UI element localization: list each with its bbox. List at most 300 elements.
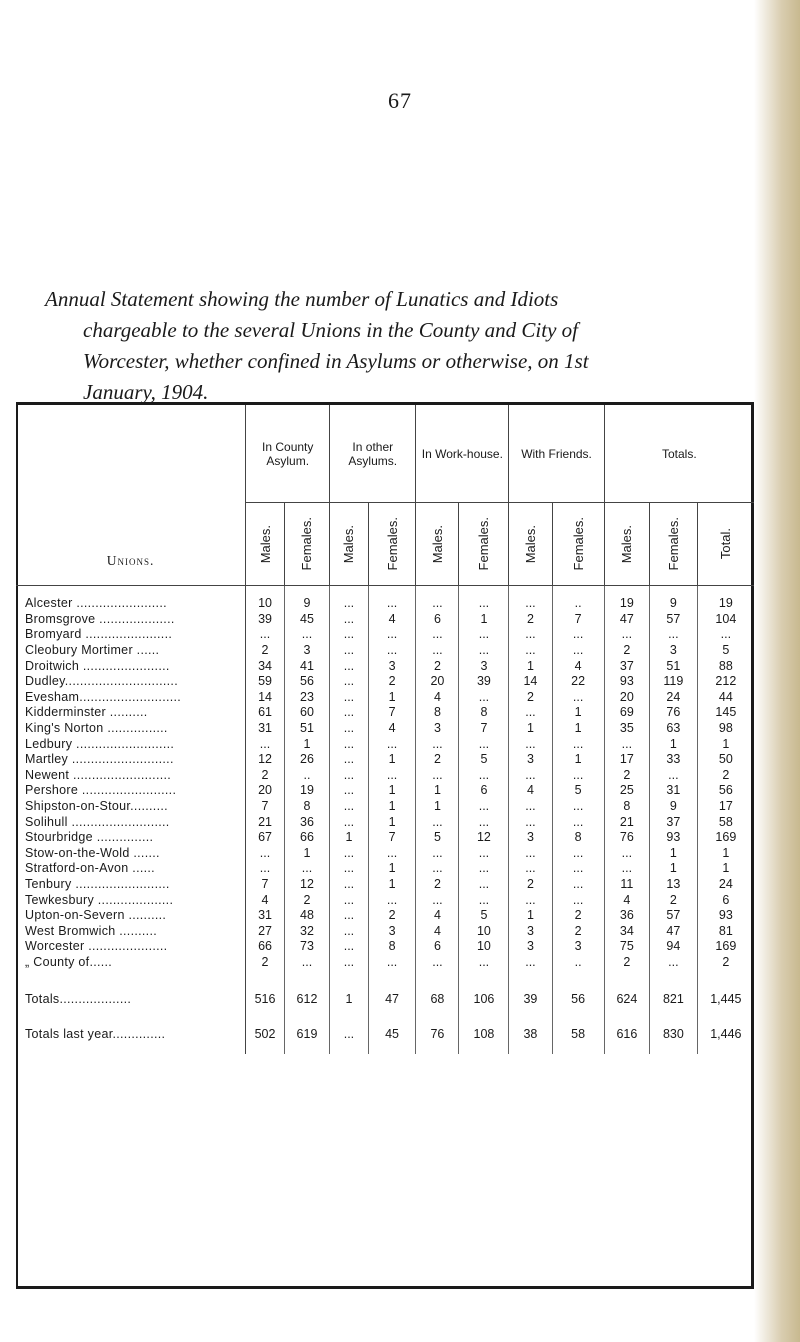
value-cell: ... (604, 736, 649, 752)
value-cell: ... (459, 627, 509, 643)
value-cell: 2 (416, 877, 459, 893)
table-row (16, 939, 754, 955)
value-cell: 12 (246, 752, 285, 768)
value-cell: 624 (604, 984, 649, 1014)
value-cell: 1 (509, 721, 552, 737)
value-cell: 1 (284, 846, 329, 862)
value-cell: ... (330, 627, 369, 643)
value-cell: 21 (246, 814, 285, 830)
union-name: Bromyard ....................... (16, 627, 246, 643)
value-cell: 619 (284, 1014, 329, 1054)
value-cell: 36 (284, 814, 329, 830)
value-cell: ... (459, 861, 509, 877)
value-cell: ... (552, 643, 604, 659)
value-cell: ... (368, 768, 416, 784)
value-cell: 821 (650, 984, 698, 1014)
value-cell: ... (330, 721, 369, 737)
page-number: 67 (388, 88, 412, 113)
value-cell: 830 (650, 1014, 698, 1054)
value-cell: 8 (459, 705, 509, 721)
table-row (16, 705, 754, 721)
union-name: Alcester ........................ (16, 586, 246, 612)
value-cell: 4 (416, 908, 459, 924)
value-cell: ... (330, 783, 369, 799)
value-cell: ... (330, 658, 369, 674)
table-row (16, 658, 754, 674)
sub-males: Males. (509, 503, 552, 586)
value-cell: 56 (552, 984, 604, 1014)
value-cell: ... (368, 892, 416, 908)
value-cell: 4 (416, 923, 459, 939)
group-friends: With Friends. (509, 405, 604, 503)
header-row-groups (16, 405, 754, 503)
lunatics-statement-table (16, 405, 754, 1054)
value-cell: 76 (650, 705, 698, 721)
value-cell: 17 (718, 799, 733, 814)
value-cell: 2 (246, 643, 285, 659)
value-cell: 2 (509, 877, 552, 893)
page-edge-shading (754, 0, 800, 1342)
value-cell: ... (459, 586, 509, 612)
value-cell: 32 (284, 923, 329, 939)
sub-males: Males. (416, 503, 459, 586)
value-cell: 145 (715, 705, 737, 720)
value-cell: 35 (604, 721, 649, 737)
value-cell: ... (552, 892, 604, 908)
value-cell: 94 (650, 939, 698, 955)
value-cell: 1 (416, 783, 459, 799)
value-cell: 2 (552, 908, 604, 924)
value-cell: 44 (718, 689, 733, 704)
value-cell: 516 (246, 984, 285, 1014)
value-cell: 1 (368, 877, 416, 893)
value-cell: 66 (284, 830, 329, 846)
value-cell: 37 (650, 814, 698, 830)
value-cell: 2 (722, 954, 730, 969)
value-cell: ... (330, 814, 369, 830)
value-cell: 76 (416, 1014, 459, 1054)
value-cell: ... (552, 799, 604, 815)
value-cell: 50 (718, 752, 733, 767)
value-cell: 1,446 (710, 1026, 742, 1041)
value-cell: 51 (650, 658, 698, 674)
sub-males: Males. (604, 503, 649, 586)
table-row (16, 674, 754, 690)
value-cell: ... (330, 877, 369, 893)
value-cell: 1 (284, 736, 329, 752)
value-cell: 7 (552, 612, 604, 628)
value-cell: ... (416, 846, 459, 862)
union-name: Solihull .......................... (16, 814, 246, 830)
value-cell: ... (509, 705, 552, 721)
value-cell: 3 (368, 923, 416, 939)
value-cell: 3 (416, 721, 459, 737)
union-name: Tenbury ......................... (16, 877, 246, 893)
table-row (16, 799, 754, 815)
group-other-asylums: In other Asylums. (330, 405, 416, 503)
value-cell: 3 (368, 658, 416, 674)
value-cell: 98 (718, 721, 733, 736)
value-cell: 7 (246, 799, 285, 815)
union-name: „ County of...... (16, 955, 246, 971)
value-cell: 24 (718, 876, 733, 891)
value-cell: 2 (650, 892, 698, 908)
value-cell: 10 (246, 586, 285, 612)
value-cell: 93 (718, 908, 733, 923)
value-cell: 6 (416, 612, 459, 628)
value-cell: 2 (416, 658, 459, 674)
value-cell: 14 (509, 674, 552, 690)
value-cell: 6 (459, 783, 509, 799)
value-cell: ... (330, 1014, 369, 1054)
value-cell: 47 (368, 984, 416, 1014)
value-cell: 45 (284, 612, 329, 628)
value-cell: 22 (552, 674, 604, 690)
value-cell: 4 (604, 892, 649, 908)
value-cell: 1 (722, 861, 730, 876)
value-cell: 2 (246, 768, 285, 784)
value-cell: 1 (509, 658, 552, 674)
value-cell: 1 (330, 830, 369, 846)
value-cell: ... (330, 690, 369, 706)
value-cell: 61 (246, 705, 285, 721)
value-cell: ... (509, 814, 552, 830)
union-name: Martley ........................... (16, 752, 246, 768)
value-cell: 1 (459, 612, 509, 628)
value-cell: 93 (650, 830, 698, 846)
value-cell: ... (416, 586, 459, 612)
value-cell: 93 (604, 674, 649, 690)
value-cell: 60 (284, 705, 329, 721)
value-cell: 57 (650, 908, 698, 924)
value-cell: 5 (722, 643, 730, 658)
value-cell: 4 (552, 658, 604, 674)
value-cell: 2 (604, 768, 649, 784)
value-cell: 2 (722, 767, 730, 782)
table-row (16, 923, 754, 939)
value-cell: 39 (459, 674, 509, 690)
value-cell: ... (552, 736, 604, 752)
value-cell: ... (459, 768, 509, 784)
title-line-4: January, 1904. (83, 380, 209, 404)
union-name: Droitwich ....................... (16, 658, 246, 674)
table-row (16, 612, 754, 628)
table-row (16, 721, 754, 737)
value-cell: 4 (368, 612, 416, 628)
value-cell: 5 (552, 783, 604, 799)
value-cell: ... (330, 846, 369, 862)
value-cell: 1,445 (710, 991, 742, 1006)
value-cell: 612 (284, 984, 329, 1014)
value-cell: 69 (604, 705, 649, 721)
value-cell: 106 (459, 984, 509, 1014)
value-cell: ... (650, 768, 698, 784)
value-cell: 47 (604, 612, 649, 628)
sub-females: Females. (368, 503, 416, 586)
value-cell: 26 (284, 752, 329, 768)
value-cell: ... (604, 846, 649, 862)
table-row (16, 627, 754, 643)
value-cell: 1 (552, 752, 604, 768)
value-cell: 9 (650, 799, 698, 815)
value-cell: 1 (368, 799, 416, 815)
value-cell: 1 (722, 736, 730, 751)
value-cell: ... (604, 627, 649, 643)
table-row (16, 955, 754, 971)
sub-females: Females. (650, 503, 698, 586)
value-cell: ... (552, 814, 604, 830)
table-row (16, 814, 754, 830)
value-cell: ... (459, 799, 509, 815)
value-cell: 1 (552, 721, 604, 737)
table-row (16, 752, 754, 768)
union-name: Bromsgrove .................... (16, 612, 246, 628)
value-cell: 108 (459, 1014, 509, 1054)
value-cell: 8 (284, 799, 329, 815)
unions-header: Unions. (16, 405, 246, 586)
value-cell: ... (650, 627, 698, 643)
sub-females: Females. (459, 503, 509, 586)
value-cell: ... (368, 846, 416, 862)
table-row (16, 892, 754, 908)
value-cell: ... (246, 627, 285, 643)
value-cell: 12 (459, 830, 509, 846)
value-cell: 2 (368, 908, 416, 924)
group-workhouse: In Work-house. (416, 405, 509, 503)
value-cell: 3 (509, 830, 552, 846)
value-cell: 19 (718, 596, 733, 611)
value-cell: 8 (552, 830, 604, 846)
sub-total: Total. (697, 503, 754, 586)
group-county-asylum: In County Asylum. (246, 405, 330, 503)
value-cell: 56 (718, 783, 733, 798)
value-cell: ... (416, 768, 459, 784)
value-cell: 2 (368, 674, 416, 690)
table-row (16, 783, 754, 799)
table-row (16, 586, 754, 612)
value-cell: ... (552, 768, 604, 784)
table-row (16, 768, 754, 784)
value-cell: ... (509, 846, 552, 862)
value-cell: 20 (604, 690, 649, 706)
value-cell: 37 (604, 658, 649, 674)
value-cell: ... (284, 627, 329, 643)
union-name: Newent .......................... (16, 768, 246, 784)
union-name: King's Norton ................ (16, 721, 246, 737)
value-cell: 10 (459, 939, 509, 955)
value-cell: ... (368, 586, 416, 612)
value-cell: ... (368, 643, 416, 659)
value-cell: ... (284, 955, 329, 971)
value-cell: 75 (604, 939, 649, 955)
value-cell: ... (330, 923, 369, 939)
union-name: Stow-on-the-Wold ....... (16, 846, 246, 862)
value-cell: 1 (368, 752, 416, 768)
value-cell: 11 (604, 877, 649, 893)
value-cell: 21 (604, 814, 649, 830)
value-cell: ... (330, 736, 369, 752)
union-name: Ledbury .......................... (16, 736, 246, 752)
value-cell: ... (330, 955, 369, 971)
value-cell: .. (552, 586, 604, 612)
value-cell: ... (459, 736, 509, 752)
value-cell: 616 (604, 1014, 649, 1054)
value-cell: 33 (650, 752, 698, 768)
group-totals: Totals. (604, 405, 754, 503)
value-cell: 2 (509, 612, 552, 628)
value-cell: ... (459, 846, 509, 862)
value-cell: ... (284, 861, 329, 877)
value-cell: ... (416, 736, 459, 752)
value-cell: 47 (650, 923, 698, 939)
value-cell: 1 (368, 861, 416, 877)
value-cell: ... (330, 768, 369, 784)
value-cell: 6 (416, 939, 459, 955)
value-cell: ... (552, 861, 604, 877)
value-cell: 1 (368, 783, 416, 799)
table-row (16, 908, 754, 924)
value-cell: 38 (509, 1014, 552, 1054)
value-cell: 212 (715, 674, 737, 689)
value-cell: 6 (722, 892, 730, 907)
value-cell: 12 (284, 877, 329, 893)
value-cell: ... (552, 877, 604, 893)
value-cell: ... (330, 799, 369, 815)
value-cell: 39 (509, 984, 552, 1014)
value-cell: ... (552, 627, 604, 643)
union-name: Upton-on-Severn .......... (16, 908, 246, 924)
value-cell: 5 (459, 752, 509, 768)
value-cell: 502 (246, 1014, 285, 1054)
value-cell: ... (459, 892, 509, 908)
value-cell: 2 (604, 643, 649, 659)
value-cell: ... (416, 892, 459, 908)
value-cell: ... (509, 643, 552, 659)
totals-row (16, 984, 754, 1014)
title-line-3: Worcester, whether confined in Asylums or otherwise, on 1st (83, 349, 589, 373)
value-cell: 2 (509, 690, 552, 706)
value-cell: 1 (368, 690, 416, 706)
value-cell: 3 (509, 752, 552, 768)
value-cell: 3 (509, 939, 552, 955)
value-cell: 19 (284, 783, 329, 799)
value-cell: ... (368, 627, 416, 643)
value-cell: 5 (459, 908, 509, 924)
value-cell: 3 (459, 658, 509, 674)
value-cell: ... (368, 736, 416, 752)
value-cell: 169 (715, 830, 737, 845)
value-cell: 68 (416, 984, 459, 1014)
value-cell: ... (650, 955, 698, 971)
union-name: Tewkesbury .................... (16, 892, 246, 908)
value-cell: ... (330, 612, 369, 628)
value-cell: 39 (246, 612, 285, 628)
value-cell: 1 (416, 799, 459, 815)
value-cell: ... (459, 690, 509, 706)
value-cell: 2 (246, 955, 285, 971)
title-line-1: Annual Statement showing the number of Lunatics and Idiots (45, 287, 559, 311)
value-cell: 1 (509, 908, 552, 924)
value-cell: 8 (604, 799, 649, 815)
value-cell: ... (330, 705, 369, 721)
value-cell: 7 (368, 830, 416, 846)
table-row (16, 877, 754, 893)
value-cell: 48 (284, 908, 329, 924)
value-cell: 17 (604, 752, 649, 768)
table-row (16, 861, 754, 877)
value-cell: ... (330, 892, 369, 908)
value-cell: 3 (650, 643, 698, 659)
value-cell: 25 (604, 783, 649, 799)
value-cell: ... (604, 861, 649, 877)
value-cell: 9 (284, 586, 329, 612)
value-cell: ... (720, 627, 732, 642)
value-cell: 14 (246, 690, 285, 706)
value-cell: 4 (246, 892, 285, 908)
value-cell: 34 (604, 923, 649, 939)
value-cell: 7 (246, 877, 285, 893)
union-name: West Bromwich .......... (16, 923, 246, 939)
value-cell: 1 (330, 984, 369, 1014)
value-cell: ... (368, 955, 416, 971)
union-name: Totals last year.............. (16, 1014, 246, 1054)
value-cell: 9 (650, 586, 698, 612)
value-cell: ... (330, 586, 369, 612)
value-cell: ... (509, 892, 552, 908)
value-cell: ... (330, 752, 369, 768)
value-cell: 57 (650, 612, 698, 628)
value-cell: 7 (459, 721, 509, 737)
value-cell: 67 (246, 830, 285, 846)
value-cell: 3 (552, 939, 604, 955)
value-cell: ... (330, 861, 369, 877)
value-cell: 119 (650, 674, 698, 690)
value-cell: 59 (246, 674, 285, 690)
value-cell: 2 (552, 923, 604, 939)
value-cell: 1 (650, 861, 698, 877)
sub-females: Females. (552, 503, 604, 586)
title-line-2: chargeable to the several Unions in the County and City of (83, 318, 578, 342)
value-cell: 2 (284, 892, 329, 908)
value-cell: ... (509, 955, 552, 971)
value-cell: ... (246, 861, 285, 877)
table-row (16, 846, 754, 862)
value-cell: ... (330, 643, 369, 659)
value-cell: 169 (715, 939, 737, 954)
value-cell: 8 (368, 939, 416, 955)
value-cell: ... (416, 955, 459, 971)
value-cell: ... (459, 643, 509, 659)
value-cell: ... (416, 814, 459, 830)
value-cell: 41 (284, 658, 329, 674)
value-cell: 8 (416, 705, 459, 721)
table-body (16, 586, 754, 1055)
value-cell: ... (416, 643, 459, 659)
value-cell: 10 (459, 923, 509, 939)
value-cell: ... (246, 846, 285, 862)
union-name: Pershore ......................... (16, 783, 246, 799)
value-cell: 3 (284, 643, 329, 659)
value-cell: 1 (552, 705, 604, 721)
table-row (16, 736, 754, 752)
union-name: Totals................... (16, 984, 246, 1014)
value-cell: 104 (715, 611, 737, 626)
value-cell: 19 (604, 586, 649, 612)
value-cell: 56 (284, 674, 329, 690)
value-cell: ... (509, 736, 552, 752)
value-cell: ... (459, 814, 509, 830)
value-cell: 34 (246, 658, 285, 674)
